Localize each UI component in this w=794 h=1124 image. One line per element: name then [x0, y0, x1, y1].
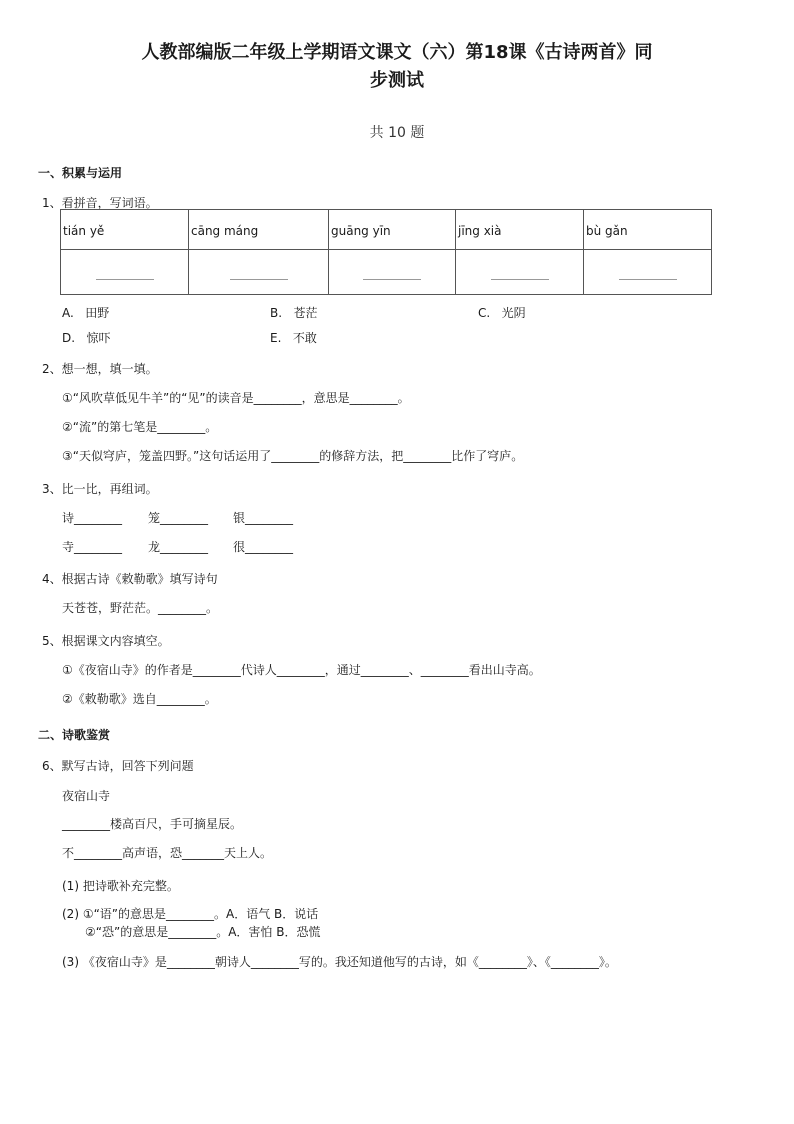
- option-e[interactable]: [270, 329, 317, 346]
- option-letter: E.: [270, 331, 282, 345]
- answer-blank[interactable]: [491, 269, 549, 280]
- option-b[interactable]: [270, 304, 318, 321]
- question-5-item-2: ②《敕勒歌》选自________。: [62, 692, 217, 706]
- document-title-line2: 步测试: [370, 70, 424, 91]
- option-letter: C.: [478, 306, 491, 320]
- answer-cell-3[interactable]: [329, 250, 456, 295]
- pinyin-cell-5: bù gǎn: [584, 210, 712, 250]
- question-2-stem: 2、想一想，填一填。: [42, 362, 158, 376]
- option-text: 不敢: [292, 331, 317, 345]
- subquestion-1: (1) 把诗歌补充完整。: [62, 879, 179, 893]
- question-1-stem: 1、看拼音，写词语。: [42, 196, 158, 210]
- subquestion-3: (3) 《夜宿山寺》是________朝诗人________写的。我还知道他写的古诗，如《________》、《________》。: [62, 955, 617, 969]
- question-4-stem: 4、根据古诗《敕勒歌》填写诗句: [42, 572, 218, 586]
- option-text: 光阴: [501, 306, 526, 320]
- option-text: 苍茫: [293, 306, 318, 320]
- word-group-3: 银________: [233, 511, 294, 525]
- option-letter: B.: [270, 306, 283, 320]
- poem-title: 夜宿山寺: [62, 789, 111, 803]
- subquestion-2b: ②“恐”的意思是________。A．害怕 B．恐慌: [85, 925, 321, 939]
- answer-blank[interactable]: [619, 269, 677, 280]
- section-heading-1: 一、积累与运用: [38, 166, 123, 180]
- pinyin-cell-1: tián yě: [61, 210, 189, 250]
- question-2-item-3: ③“天似穹庐，笼盖四野。”这句话运用了________的修辞方法，把________比作了穹庐。: [62, 449, 524, 463]
- word-group-4: 寺________: [62, 540, 123, 554]
- answer-cell-2[interactable]: [189, 250, 329, 295]
- pinyin-cell-3: guāng yīn: [329, 210, 456, 250]
- pinyin-cell-2: cāng máng: [189, 210, 329, 250]
- option-text: 田野: [85, 306, 110, 320]
- question-2-item-2: ②“流”的第七笔是________。: [62, 420, 218, 434]
- question-2-item-1: ①“风吹草低见牛羊”的“见”的读音是________，意思是________。: [62, 391, 410, 405]
- word-group-2: 笼________: [148, 511, 209, 525]
- answer-blank[interactable]: [363, 269, 421, 280]
- word-group-1: 诗________: [62, 511, 123, 525]
- poem-line-2: 不________高声语，恐_______天上人。: [62, 846, 273, 860]
- question-6-stem: 6、默写古诗，回答下列问题: [42, 759, 194, 773]
- question-4-line: 天苍苍，野茫茫。________。: [62, 601, 219, 615]
- option-letter: A.: [62, 306, 74, 320]
- answer-cell-4[interactable]: [456, 250, 584, 295]
- option-c[interactable]: [478, 304, 526, 321]
- option-text: 惊吓: [86, 331, 111, 345]
- answer-blank[interactable]: [230, 269, 288, 280]
- answer-cell-5[interactable]: [584, 250, 712, 295]
- pinyin-cell-4: jīng xià: [456, 210, 584, 250]
- answer-cell-1[interactable]: [61, 250, 189, 295]
- document-title-line1: 人教部编版二年级上学期语文课文（六）第18课《古诗两首》同: [141, 42, 653, 63]
- option-d[interactable]: [62, 329, 111, 346]
- option-a[interactable]: [62, 304, 109, 321]
- pinyin-table: [60, 209, 712, 295]
- poem-line-1: ________楼高百尺，手可摘星辰。: [62, 817, 243, 831]
- question-3-stem: 3、比一比，再组词。: [42, 482, 158, 496]
- word-group-6: 很________: [233, 540, 294, 554]
- question-5-item-1: ①《夜宿山寺》的作者是________代诗人________，通过________、________看出山寺高。: [62, 663, 541, 677]
- question-count: 共 10 题: [369, 125, 425, 141]
- question-5-stem: 5、根据课文内容填空。: [42, 634, 170, 648]
- subquestion-2a: (2) ①“语”的意思是________。A．语气 B．说话: [62, 907, 319, 921]
- word-group-5: 龙________: [148, 540, 209, 554]
- answer-blank[interactable]: [96, 269, 154, 280]
- section-heading-2: 二、诗歌鉴赏: [38, 728, 111, 742]
- option-letter: D.: [62, 331, 76, 345]
